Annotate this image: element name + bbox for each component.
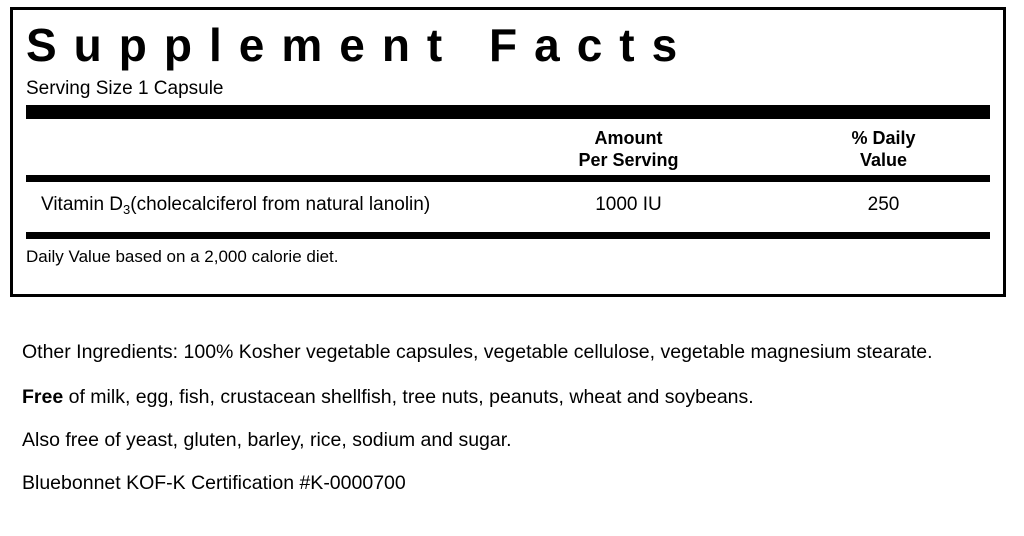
panel-footnote: Daily Value based on a 2,000 calorie diet. <box>26 246 339 266</box>
other-information-section <box>22 340 1002 514</box>
nutrient-amount: 1000 IU <box>595 193 662 215</box>
column-header-amount <box>531 127 726 172</box>
nutrient-name-subscript: 3 <box>123 201 131 217</box>
column-headers <box>26 119 990 175</box>
serving-size-text: Serving Size 1 Capsule <box>26 78 224 99</box>
column-header-amount-line2: Per Serving <box>578 150 679 171</box>
divider-thick-top <box>26 105 990 119</box>
certification-text: Bluebonnet KOF-K Certification #K-0000700 <box>22 471 406 494</box>
allergen-free-label: Free <box>22 385 64 408</box>
panel-title: Supplement Facts <box>26 19 695 71</box>
table-row <box>26 182 990 232</box>
allergen-free-body: of milk, egg, fish, crustacean shellfish, tree nuts, peanuts, wheat and soybeans. <box>63 385 754 408</box>
column-header-daily-value <box>786 127 981 172</box>
nutrient-name-prefix: Vitamin D <box>41 193 124 215</box>
nutrient-daily-value: 250 <box>867 193 900 215</box>
column-header-dv-line1: % Daily <box>851 127 916 148</box>
supplement-facts-panel-inner <box>13 10 1003 294</box>
column-header-dv-line2: Value <box>859 150 908 171</box>
also-free-text: Also free of yeast, gluten, barley, rice, sodium and sugar. <box>22 428 512 451</box>
other-ingredients-text: Other Ingredients: 100% Kosher vegetable capsules, vegetable cellulose, vegetable magnesium stearate. <box>22 341 933 363</box>
divider-medium-bottom <box>26 232 990 239</box>
nutrient-name <box>41 194 430 216</box>
divider-medium-under-headers <box>26 175 990 182</box>
column-header-amount-line1: Amount <box>594 127 663 148</box>
nutrient-name-suffix: (cholecalciferol from natural lanolin) <box>130 193 431 215</box>
supplement-facts-panel <box>10 7 1006 297</box>
allergen-free-text <box>22 385 1002 410</box>
